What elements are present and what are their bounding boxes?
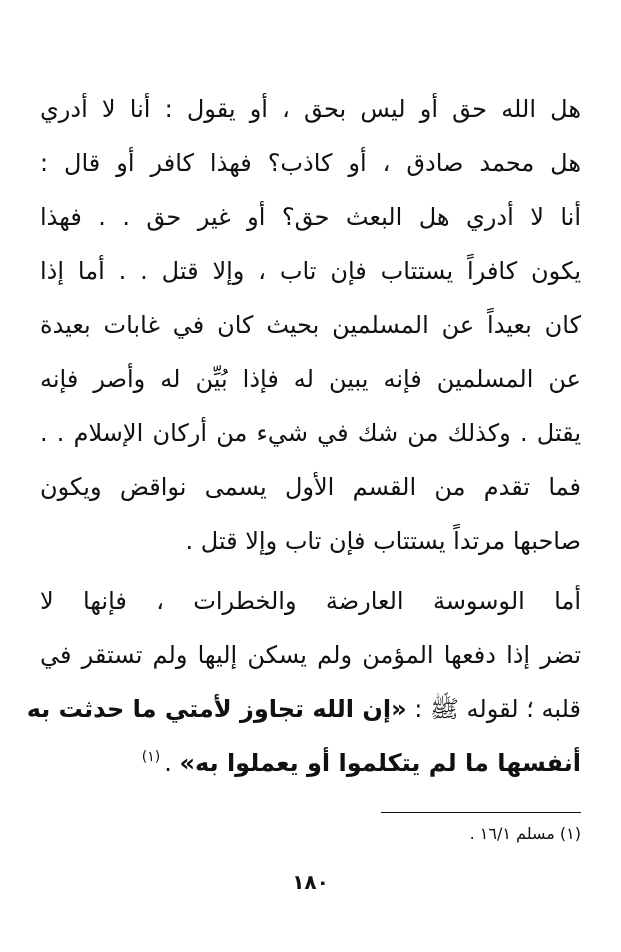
text-line: أما الوسوسة العارضة والخطرات ، فإنها لا [40, 587, 581, 615]
footnote-marker[interactable]: (١) [141, 749, 161, 765]
text-line: يقتل . وكذلك من شك في شيء من أركان الإسلام . . [40, 419, 581, 447]
text-segment: قلبه ؛ لقوله ﷺ : [406, 695, 581, 723]
text-line: عن المسلمين فإنه يبين له فإذا بُيِّن له وأصر فإنه [40, 365, 581, 393]
page-number: ١٨٠ [292, 870, 329, 894]
text-line: صاحبها مرتداً يستتاب فإن تاب وإلا قتل . [185, 527, 581, 555]
text-line: هل محمد صادق ، أو كاذب؟ فهذا كافر أو قال : [40, 149, 581, 177]
hadith-quote: «إن الله تجاوز لأمتي ما حدثت به [26, 695, 407, 723]
paragraph-2 [26, 574, 581, 790]
text-line [40, 736, 581, 790]
text-line [26, 682, 581, 736]
text-segment: . [164, 749, 180, 777]
text-line: تضر إذا دفعها المؤمن ولم يسكن إليها ولم تستقر في [40, 641, 581, 669]
text-line: أنا لا أدري هل البعث حق؟ أو غير حق . . فهذا [40, 203, 581, 231]
footnote-divider [381, 812, 581, 813]
paragraph-1 [40, 82, 581, 568]
text-line: يكون كافراً يستتاب فإن تاب ، وإلا قتل . . أما إذا [40, 257, 581, 285]
hadith-quote-end: أنفسها ما لم يتكلموا أو يعملوا به» [179, 749, 581, 777]
text-line: كان بعيداً عن المسلمين بحيث كان في غابات بعيدة [40, 311, 581, 339]
text-line: فما تقدم من القسم الأول يسمى نواقض ويكون [40, 473, 581, 501]
text-line: هل الله حق أو ليس بحق ، أو يقول : أنا لا أدري [40, 95, 581, 123]
footnote: (١) مسلم ١٦/١ . [469, 824, 581, 843]
